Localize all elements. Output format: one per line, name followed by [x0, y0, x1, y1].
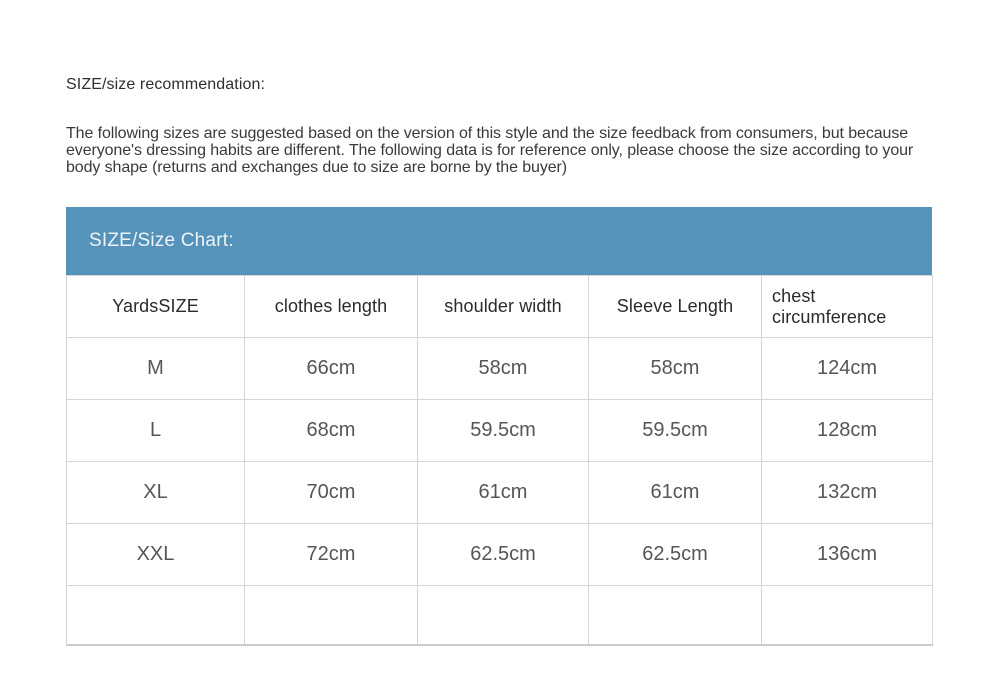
sleeve-length-cell: 59.5cm — [589, 400, 762, 462]
table-row-xxl — [67, 524, 933, 586]
section-title: SIZE/size recommendation: — [66, 76, 266, 93]
chest-circumference-cell: 132cm — [762, 462, 933, 524]
column-header-size: YardsSIZE — [67, 276, 245, 338]
shoulder-width-cell: 58cm — [418, 338, 589, 400]
column-header-sleeve-length: Sleeve Length — [589, 276, 762, 338]
clothes-length-cell — [245, 586, 418, 645]
clothes-length-cell: 66cm — [245, 338, 418, 400]
table-header-row — [67, 276, 933, 338]
size-chart-table-container — [66, 275, 932, 646]
column-header-chest-circumference: chest circumference — [762, 276, 933, 338]
shoulder-width-cell — [418, 586, 589, 645]
size-chart-header-bar — [66, 207, 932, 275]
size-chart-table — [66, 275, 933, 646]
shoulder-width-cell: 59.5cm — [418, 400, 589, 462]
chest-circumference-cell: 128cm — [762, 400, 933, 462]
shoulder-width-cell: 61cm — [418, 462, 589, 524]
size-cell — [67, 586, 245, 645]
size-cell: XXL — [67, 524, 245, 586]
table-row-m — [67, 338, 933, 400]
size-cell: XL — [67, 462, 245, 524]
table-row-l — [67, 400, 933, 462]
sleeve-length-cell: 58cm — [589, 338, 762, 400]
section-description: The following sizes are suggested based on the version of this style and the size feedback from consumers, but because everyone's dressing habits are different. The following data is for reference only, please choose the size according to your body shape (returns and exchanges due to size are borne by the buyer) — [66, 125, 914, 177]
shoulder-width-cell: 62.5cm — [418, 524, 589, 586]
clothes-length-cell: 72cm — [245, 524, 418, 586]
size-cell: M — [67, 338, 245, 400]
sleeve-length-cell — [589, 586, 762, 645]
table-row-xl — [67, 462, 933, 524]
clothes-length-cell: 68cm — [245, 400, 418, 462]
sleeve-length-cell: 61cm — [589, 462, 762, 524]
chest-circumference-cell: 136cm — [762, 524, 933, 586]
size-chart-header-title: SIZE/Size Chart: — [89, 230, 234, 251]
chest-circumference-cell: 124cm — [762, 338, 933, 400]
column-header-shoulder-width: shoulder width — [418, 276, 589, 338]
column-header-clothes-length: clothes length — [245, 276, 418, 338]
table-row-empty — [67, 586, 933, 645]
clothes-length-cell: 70cm — [245, 462, 418, 524]
sleeve-length-cell: 62.5cm — [589, 524, 762, 586]
size-cell: L — [67, 400, 245, 462]
chest-circumference-cell — [762, 586, 933, 645]
